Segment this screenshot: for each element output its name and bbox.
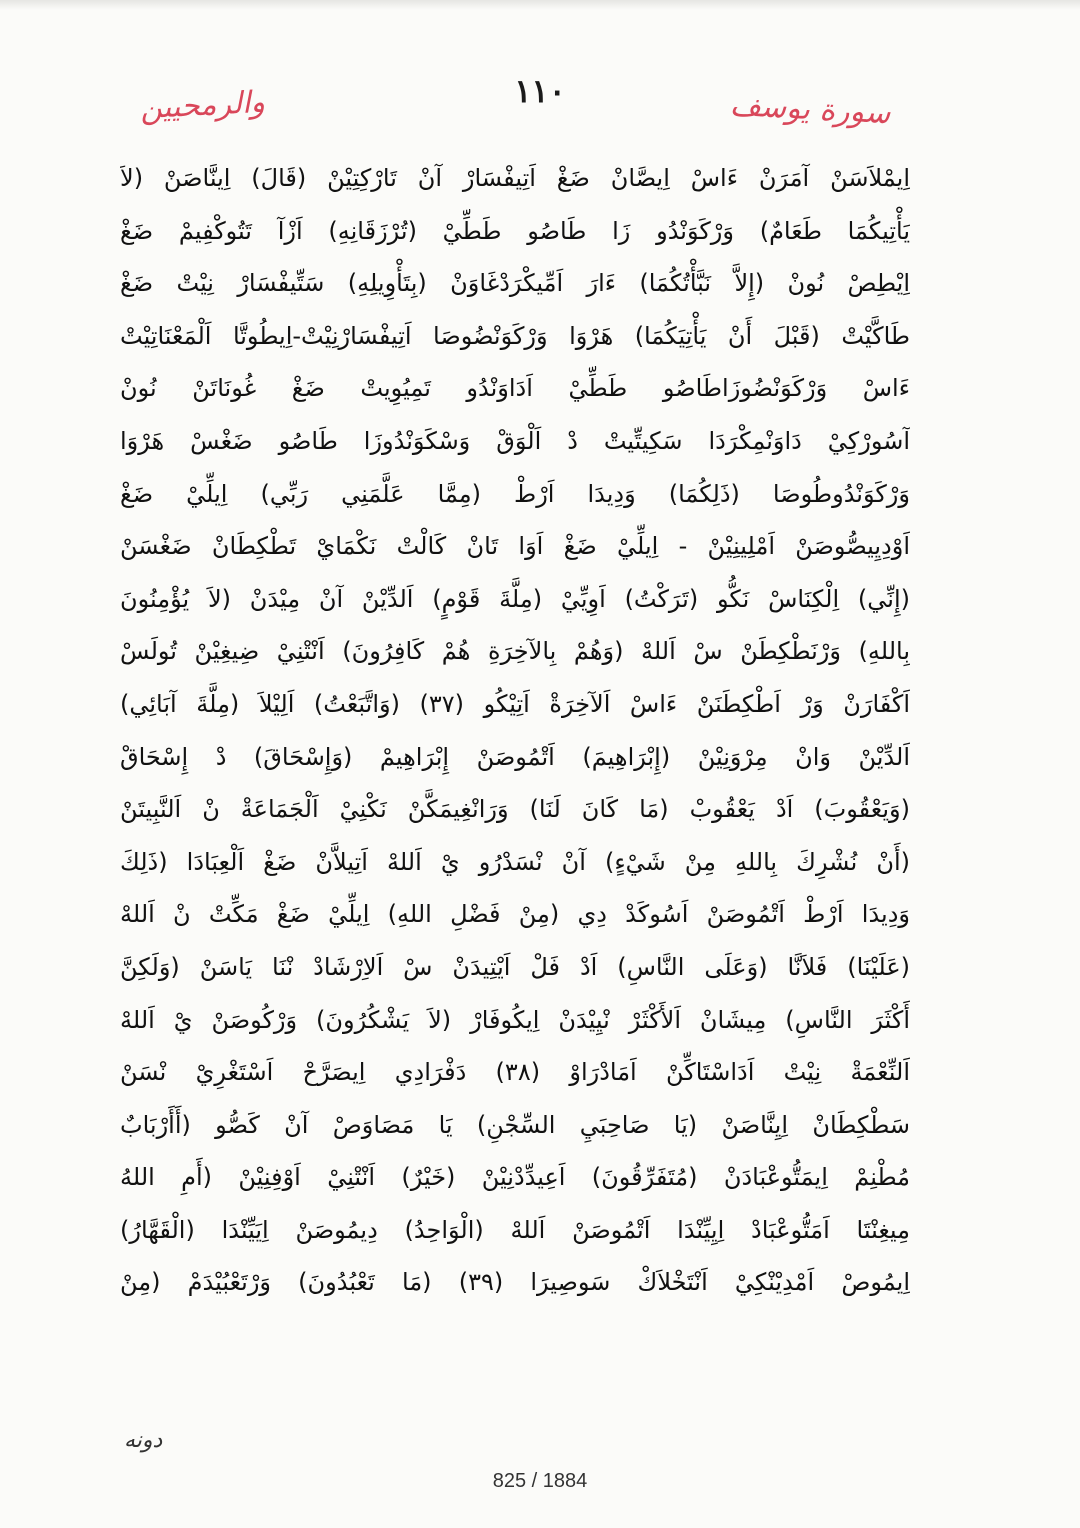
section-note-handwritten: والرمحيين [139,84,266,127]
text-line: (وَيَعْقُوبَ) اَدْ يَعْقُوبْ (مَا كَانَ لَنَا) وَرَانْغِيمَكَّنْ نَكْنِيْ اَلْجَمَاعَةْ نْ اَلنَّبِيتَنْ [120,795,910,824]
page-edge [0,0,1080,10]
text-line: مُطْنِمْ اِيمَتُّوعْبَادَنْ (مُتَفَرِّقُونَ) اَعِيدِّدْنِيْنْ (خَيْرٌ) اَنْتْنِيْ اَوْفِنِيْنْ (أَمِ اللهُ [120,1163,910,1192]
text-line: طَاكَّيْتْ (قَبْلَ أَنْ يَأْتِيَكُمَا) هَرْوَا وَرْكَوَنْضُوصَا اَتِيفْسَارْنِيْتْ-اِيطُوتَّا اَلْمَعْنَاتِيْتْ [120,321,910,350]
text-line: سَطْكِطَانْ اِيِنَّاصَنْ (يَا صَاحِبَيِ السِّجْنِ) يَا مَصَاوَصْ آنْ كَصُّو (أَأَرْبَابٌ [120,1110,910,1139]
catchword: دونه [124,1428,163,1453]
text-line: اِيمُوصْ اَمْدِيْنْكِيْ اَنْتَخْلاَكْ سَوصِيرَا (٣٩) (مَا تَعْبُدُونَ) وَرْتَعْبُيْدَمْ (مِنْ [120,1268,910,1297]
text-line: اَكْفَارَنْ وَرْ اَطْكِطَنَنْ ءَاسْ اَلآخِرَةْ اَتِيْكُو (٣٧) (وَاتَّبَعْتُ) اَلِيْلاَ (مِلَّةَ آبَائِي) [120,689,910,718]
text-line: اَلدِّيْنْ وَانْ مِرْوَنِيْنْ (إِبْرَاهِيمَ) اَتْمُوصَنْ إِبْرَاهِيمْ (وَإِسْحَاقَ) دْ إِسْحَاقْ [120,742,910,771]
text-line: مِيغِنْتَا اَمَتُّوعْبَادْ اِيِيِّنْدَا اَتْمُوصَنْ اَللهْ (الْوَاحِدُ) دِيمُوصَنْ اِيَيِّنْدَا (الْقَهَّارُ) [120,1215,910,1244]
text-line: وَرْكَوَنْدُوطُوصَا (ذَلِكُمَا) وَدِيدَا اَرْطْ (مِمَّا عَلَّمَنِي رَبِّي) اِيلِّيْ ضَغْ [120,479,910,508]
text-line: (أَنْ نُشْرِكَ بِاللهِ مِنْ شَيْءٍ) آنْ نْسَدْرُو يْ اَللهْ اَتِيلاَّنْ ضَغْ اَلْعِبَادَا (ذَلِكَ [120,847,910,876]
text-line: أَكْثَرَ النَّاسِ) مِيشَانْ اَلأَكْثَرْ نْيِيْدَنْ اِيكُوفَارْ (لاَ يَشْكُرُونَ) وَرْكُوصَنْ يْ اَللهْ [120,1005,910,1034]
text-line: اِيْطِصْ نُونْ (إِلاَّ نَبَّأْتُكُمَا) ءَارَ اَمِّيكْرَدْغَاوَنْ (بِتَأْوِيلِهِ) سَتِّيفْسَارْ نِيْتْ ضَغْ [120,269,910,298]
text-line: (عَلَيْنَا) فَلاَنَّا (وَعَلَى النَّاسِ) اَدْ فَلْ اَيْتِيدَنْ سْ اَلاِرْشَادْ نْنَا يَاسَنْ (وَلَكِنَّ [120,952,910,981]
text-line: بِاللهِ) وَرْنَطْكِطَنْ سْ اَللهْ (وَهُمْ بِالآخِرَةِ هُمْ كَافِرُونَ) اَنْتْنِيْ ضِيغِيْنْ تُولَسْ [120,637,910,666]
text-line: اِيمْلاَسَنْ آمَرَنْ ءَاسْ اِيصَّانْ ضَغْ اَتِيفْسَارْ آنْ تَارْكِتِيْنْ (قَالَ) اِينَّاصَنْ (لاَ [120,164,910,192]
page-number: ١١٠ [514,72,566,110]
surah-title-handwritten: سورة يوسف [728,87,891,132]
text-line: يَأْتِيكُمَا طَعَامٌ) وَرْكَوَنْدُو زَا طَاصُو طَطِّيْ (تُرْزَقَانِهِ) اَزْآ تَتُوكْفِيمْ ضَغْ [120,216,910,245]
text-line: (إِنِّي) اِلْكِنَاسْ نَكُّو (تَرَكْتُ) اَوِيِّيْ (مِلَّةَ قَوْمٍ) اَلدِّيْنْ آنْ مِيْدَنْ (لاَ يُؤْمِنُونَ [120,584,910,613]
text-line: وَدِيدَا اَرْطْ اَتْمُوصَنْ اَسُوكَدْ دِي (مِنْ فَضْلِ اللهِ) اِيلِّيْ ضَغْ مَكِّتْ نْ اَللهْ [120,900,910,929]
text-line: اَوْدِيِيصُّوصَنْ اَمْلِينِيْنْ - اِيلِّيْ ضَغْ اَوَا تَانْ كَالْتْ نَكْمَايْ تَطْكِطَانْ ضَغْسَنْ [120,532,910,561]
page-counter: 825 / 1884 [492,1470,588,1492]
body-text [120,152,910,1309]
text-line: آسُورْكِيْ دَاوَنْمِكْرَدَا سَكِيتِّيتْ دْ اَلْوَقْ وَسْكَوَنْدُوزَا طَاصُو ضَغْسْ هَرْوَا [120,426,910,455]
text-line: ءَاسْ وَرْكَوَنْضُوزَاطَاصُو طَطِّيْ اَدَاوَنْدُو تَمِيُوِيتْ ضَغْ غُونَاتَنْ نُونْ [120,374,910,403]
text-line: اَلنِّعْمَةْ نِيْتْ اَدَاسْتَاكِّنْ اَمَادْرَاوْ (٣٨) دَفْرَادِي اِيصَرَّحْ اَسْتَغْرِيْ نْسَنْ [120,1058,910,1087]
